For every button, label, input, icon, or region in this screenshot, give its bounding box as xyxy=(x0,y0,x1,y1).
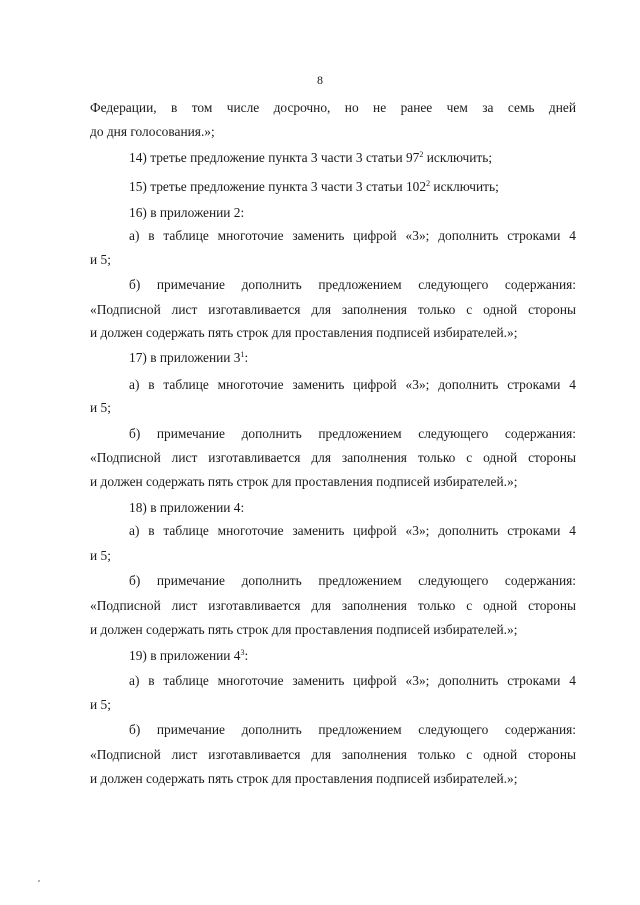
text-span: : xyxy=(244,350,249,365)
text-span: : xyxy=(244,648,249,663)
text-line: а) в таблице многоточие заменить цифрой «3»; дополнить строками 4 xyxy=(129,523,576,538)
text-line: б) примечание дополнить предложением следующего содержания: xyxy=(129,573,576,588)
text-line: и 5; xyxy=(90,548,111,563)
superscript: 2 xyxy=(426,179,431,188)
text-line: «Подписной лист изготавливается для заполнения только с одной стороны xyxy=(90,598,576,613)
text-span: 17) в приложении 3 xyxy=(129,350,241,365)
text-line: б) примечание дополнить предложением следующего содержания: xyxy=(129,426,576,441)
list-item-14 xyxy=(129,150,492,166)
superscript: 1 xyxy=(240,350,245,359)
text-line: и 5; xyxy=(90,252,111,267)
text-line: и должен содержать пять строк для проставления подписей избирателей.»; xyxy=(90,325,518,340)
text-line: и 5; xyxy=(90,697,111,712)
list-item-16: 16) в приложении 2: xyxy=(129,205,245,220)
text-line: и 5; xyxy=(90,400,111,415)
text-line: и должен содержать пять строк для проставления подписей избирателей.»; xyxy=(90,771,518,786)
text-span: 19) в приложении 4 xyxy=(129,648,241,663)
text-span: исключить; xyxy=(430,179,499,194)
text-line: до дня голосования.»; xyxy=(90,124,215,139)
list-item-18: 18) в приложении 4: xyxy=(129,500,245,515)
text-line: Федерации, в том числе досрочно, но не ранее чем за семь дней xyxy=(90,100,576,115)
superscript: 2 xyxy=(419,150,424,159)
text-line: б) примечание дополнить предложением следующего содержания: xyxy=(129,277,576,292)
text-line: «Подписной лист изготавливается для заполнения только с одной стороны xyxy=(90,747,576,762)
page-number: 8 xyxy=(317,73,323,87)
list-item-17 xyxy=(129,350,248,366)
text-span: 14) третье предложение пункта 3 части 3 статьи 97 xyxy=(129,150,420,165)
scan-speck xyxy=(38,880,40,882)
text-span: 15) третье предложение пункта 3 части 3 статьи 102 xyxy=(129,179,427,194)
text-line: и должен содержать пять строк для проставления подписей избирателей.»; xyxy=(90,474,518,489)
list-item-15 xyxy=(129,179,499,195)
text-line: «Подписной лист изготавливается для заполнения только с одной стороны xyxy=(90,450,576,465)
list-item-19 xyxy=(129,648,248,664)
text-line: а) в таблице многоточие заменить цифрой «3»; дополнить строками 4 xyxy=(129,673,576,688)
text-line: «Подписной лист изготавливается для заполнения только с одной стороны xyxy=(90,302,576,317)
text-line: а) в таблице многоточие заменить цифрой «3»; дополнить строками 4 xyxy=(129,228,576,243)
text-line: а) в таблице многоточие заменить цифрой «3»; дополнить строками 4 xyxy=(129,377,576,392)
text-span: исключить; xyxy=(423,150,493,165)
text-line: и должен содержать пять строк для проставления подписей избирателей.»; xyxy=(90,622,518,637)
superscript: 3 xyxy=(240,648,245,657)
text-line: б) примечание дополнить предложением следующего содержания: xyxy=(129,722,576,737)
